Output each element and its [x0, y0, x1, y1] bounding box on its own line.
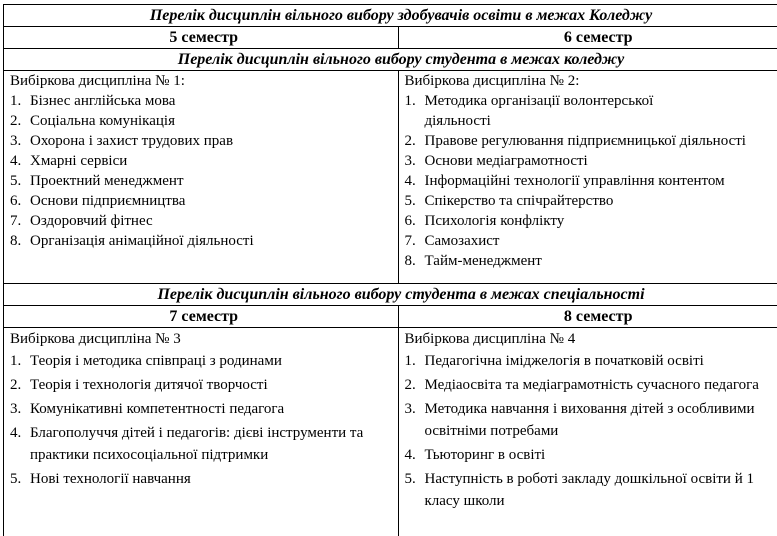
list-item: 2. Медіаосвіта та медіаграмотність сучасного педагога — [404, 377, 759, 393]
list-item: 1. Методика організації волонтерської діяльності — [404, 93, 654, 129]
list-item: 2. Соціальна комунікація — [10, 113, 175, 129]
list-item: 8. Тайм-менеджмент — [404, 253, 542, 269]
list-item: 7. Оздоровчий фітнес — [10, 213, 153, 229]
elective-2-heading: Вибіркова дисципліна № 2: — [404, 73, 580, 89]
elective-2-list — [405, 91, 777, 271]
elective-4-heading: Вибіркова дисципліна № 4 — [404, 331, 576, 347]
list-item: 1. Педагогічна іміджелогія в початковій освіті — [404, 353, 704, 369]
list-item: 6. Основи підприємництва — [10, 193, 186, 209]
semester-8-header: 8 семестр — [398, 306, 777, 328]
elective-block-2 — [398, 71, 777, 284]
elective-3-list — [10, 350, 398, 490]
list-item: 3. Комунікативні компетентності педагога — [10, 401, 285, 417]
list-item: 5. Спікерство та спічрайтерство — [404, 193, 614, 209]
semester-6-header: 6 семестр — [398, 27, 777, 49]
section-title-specialty: Перелік дисциплін вільного вибору студента в межах спеціальності — [4, 284, 777, 306]
elective-4-list — [405, 350, 777, 512]
elective-1-list — [10, 91, 398, 251]
table-title-college: Перелік дисциплін вільного вибору здобувачів освіти в межах Коледжу — [4, 5, 777, 27]
elective-block-3 — [4, 328, 399, 536]
list-item: 5. Нові технології навчання — [10, 471, 191, 487]
list-item: 3. Охорона і захист трудових прав — [10, 133, 234, 149]
list-item: 4. Хмарні сервіси — [10, 153, 128, 169]
list-item: 8. Організація анімаційної діяльності — [10, 233, 254, 249]
semester-5-header: 5 семестр — [4, 27, 399, 49]
semester-7-header: 7 семестр — [4, 306, 399, 328]
elective-1-heading: Вибіркова дисципліна № 1: — [10, 73, 185, 89]
list-item: 3. Методика навчання і виховання дітей з особливими освітніми потребами — [404, 401, 755, 439]
section-title-college: Перелік дисциплін вільного вибору студента в межах коледжу — [4, 49, 777, 71]
list-item: 1. Бізнес англійська мова — [10, 93, 176, 109]
elective-block-4 — [398, 328, 777, 536]
list-item: 4. Благополуччя дітей і педагогів: дієві інструменти та практики психосоціальної підтримки — [10, 425, 364, 463]
disciplines-table — [3, 4, 777, 536]
list-item: 4. Інформаційні технології управління контентом — [404, 173, 725, 189]
list-item: 5. Проектний менеджмент — [10, 173, 184, 189]
list-item: 3. Основи медіаграмотності — [404, 153, 588, 169]
elective-3-heading: Вибіркова дисципліна № 3 — [10, 331, 181, 347]
list-item: 5. Наступність в роботі закладу дошкільної освіти й 1 класу школи — [404, 471, 754, 509]
list-item: 1. Теорія і методика співпраці з родинами — [10, 353, 282, 369]
list-item: 7. Самозахист — [404, 233, 500, 249]
list-item: 6. Психологія конфлікту — [404, 213, 565, 229]
list-item: 4. Тьюторинг в освіті — [404, 447, 546, 463]
list-item: 2. Правове регулювання підприємницької діяльності — [404, 133, 746, 149]
elective-block-1 — [4, 71, 399, 284]
list-item: 2. Теорія і технологія дитячої творчості — [10, 377, 268, 393]
